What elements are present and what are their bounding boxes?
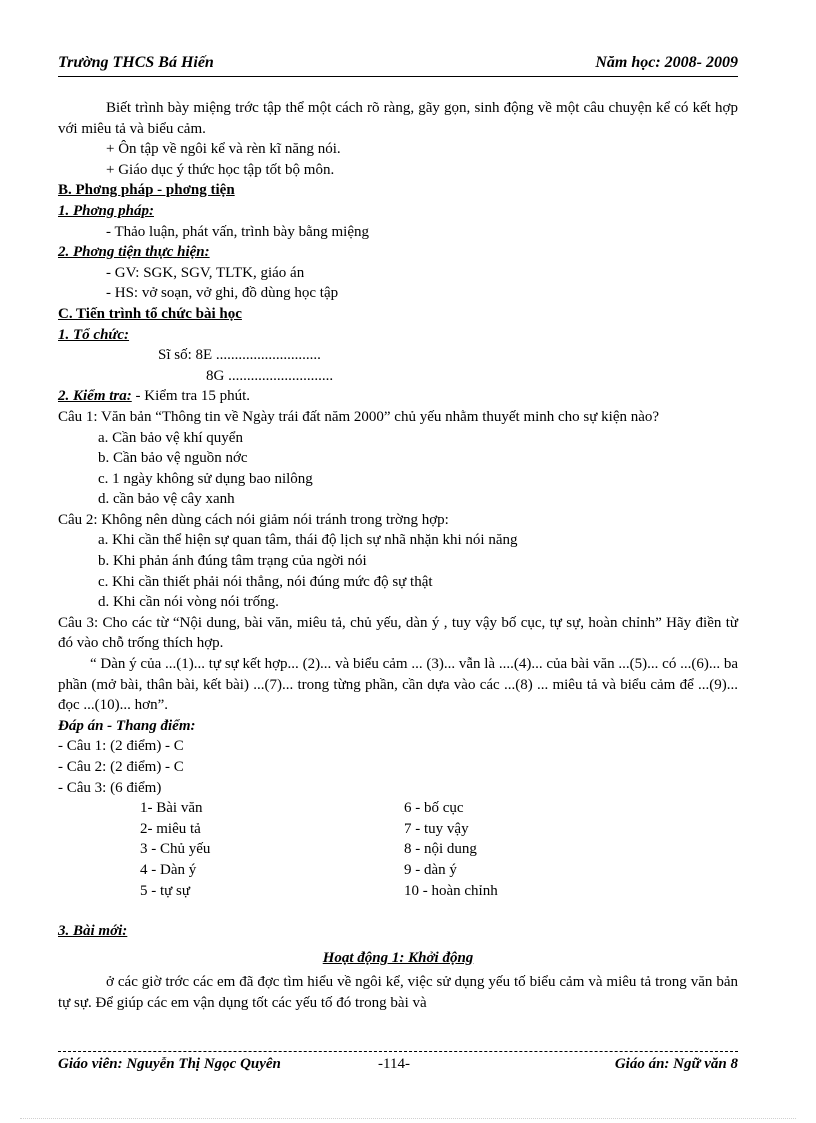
objective-item: + Giáo dục ý thức học tập tốt bộ môn. xyxy=(106,161,335,178)
answer-key-item: - Câu 3: (6 điểm) xyxy=(58,779,162,796)
method-item: - Thảo luận, phát vấn, trình bày bằng miệng xyxy=(106,223,369,240)
answer-grid-cell: 5 - tự sự xyxy=(140,882,191,899)
page-footer xyxy=(58,1056,738,1078)
section-c-heading: C. Tiến trình tổ chức bài học xyxy=(58,305,242,322)
school-name: Trường THCS Bá Hiến xyxy=(58,54,214,71)
objective-item: + Ôn tập về ngôi kể và rèn kĩ năng nói. xyxy=(106,141,341,158)
section-b-heading: B. Phơng pháp - phơng tiện xyxy=(58,182,235,199)
subsection-heading: 2. Phơng tiện thực hiện: xyxy=(58,244,210,261)
answer-grid-cell: 4 - Dàn ý xyxy=(140,861,197,878)
subsection-heading: 2. Kiểm tra: xyxy=(58,388,132,405)
answer-key-item: - Câu 1: (2 điểm) - C xyxy=(58,738,184,755)
objective-paragraph: Biết trình bày miệng trớc tập thể một cách rõ ràng, gãy gọn, sinh động về một câu chuyện kể có kết hợp với miêu tả và biểu cảm. xyxy=(58,100,738,137)
subsection-heading: 1. Tổ chức: xyxy=(58,326,130,343)
answer-option: b. Khi phản ánh đúng tâm trạng của ngời nói xyxy=(98,553,367,570)
answer-grid-cell: 10 - hoàn chỉnh xyxy=(404,882,498,899)
subject-name: Giáo án: Ngữ văn 8 xyxy=(614,1056,738,1072)
answer-option: c. 1 ngày không sử dụng bao nilông xyxy=(98,470,313,487)
page-header xyxy=(58,52,738,77)
question-1: Câu 1: Văn bản “Thông tin về Ngày trái đất năm 2000” chủ yếu nhằm thuyết minh cho sự kiện nào? xyxy=(58,408,660,425)
answer-grid-row xyxy=(58,881,738,902)
school-year: Năm học: 2008- 2009 xyxy=(595,54,738,71)
means-item: - GV: SGK, SGV, TLTK, giáo án xyxy=(106,264,305,281)
answer-grid-row xyxy=(58,839,738,860)
answer-key-item: - Câu 2: (2 điểm) - C xyxy=(58,759,184,775)
teacher-name: Giáo viên: Nguyễn Thị Ngọc Quyên xyxy=(58,1056,281,1072)
check-text: - Kiểm tra 15 phút. xyxy=(131,388,251,405)
document-body xyxy=(58,98,738,1014)
answer-grid-row xyxy=(58,860,738,881)
answer-option: d. cần bảo vệ cây xanh xyxy=(98,491,235,508)
answer-grid-cell: 1- Bài văn xyxy=(140,800,203,817)
question-3-text: “ Dàn ý của ...(1)... tự sự kết hợp... (2)... và biểu cảm ... (3)... vẫn là ....(4)... của bài văn ...(5)... có ...(6)... ba phần (mở bài, thân bài, kết bài) ...(7)... trong từng phần, cần dựa vào các ...(8) ... miêu tả và biểu cảm để ...(9)... đọc ...(10)... hơn”. xyxy=(58,656,738,714)
answer-grid-cell: 3 - Chủ yếu xyxy=(140,841,211,858)
answer-grid-cell: 8 - nội dung xyxy=(404,841,477,858)
subsection-heading: 1. Phơng pháp: xyxy=(58,202,154,219)
intro-paragraph: ở các giờ trớc các em đã đợc tìm hiểu về ngôi kể, việc sử dụng yếu tố biểu cảm và miêu tả trong văn bản tự sự. Để giúp các em vận dụng tốt các yếu tố đó trong bài và xyxy=(58,974,738,1011)
answer-grid-cell: 7 - tuy vậy xyxy=(404,820,469,837)
check-line xyxy=(58,386,738,407)
page-edge-divider xyxy=(20,1118,796,1119)
answer-option: d. Khi cần nói vòng nói trống. xyxy=(98,594,279,611)
means-item: - HS: vở soạn, vở ghi, đồ dùng học tập xyxy=(106,285,339,302)
answer-key-heading: Đáp án - Thang điểm: xyxy=(58,717,196,734)
activity-heading: Hoạt động 1: Khởi động xyxy=(322,949,474,966)
footer-divider xyxy=(58,1051,738,1052)
attendance-8g: 8G ............................ xyxy=(206,367,334,384)
answer-option: b. Cần bảo vệ nguồn nớc xyxy=(98,450,248,467)
page-number: -114- xyxy=(378,1056,410,1072)
answer-grid-row xyxy=(58,819,738,840)
answer-grid-cell: 9 - dàn ý xyxy=(404,861,457,878)
answer-grid-cell: 6 - bố cục xyxy=(404,800,464,817)
answer-option: c. Khi cần thiết phải nói thẳng, nói đúng mức độ sự thật xyxy=(98,573,433,590)
question-2: Câu 2: Không nên dùng cách nói giảm nói tránh trong trờng hợp: xyxy=(58,511,449,528)
answer-option: a. Khi cần thể hiện sự quan tâm, thái độ lịch sự nhã nhặn khi nói năng xyxy=(98,532,518,549)
question-3: Câu 3: Cho các từ “Nội dung, bài văn, miêu tả, chủ yếu, dàn ý , tuy vậy bố cục, tự sự, hoàn chỉnh” Hãy điền từ đó vào chỗ trống thích hợp. xyxy=(58,614,738,652)
subsection-heading: 3. Bài mới: xyxy=(58,923,128,940)
answer-grid-row xyxy=(58,798,738,819)
answer-option: a. Cần bảo vệ khí quyển xyxy=(98,429,243,446)
attendance-8e: Sĩ số: 8E ............................ xyxy=(158,347,321,364)
answer-grid-cell: 2- miêu tả xyxy=(140,820,201,837)
